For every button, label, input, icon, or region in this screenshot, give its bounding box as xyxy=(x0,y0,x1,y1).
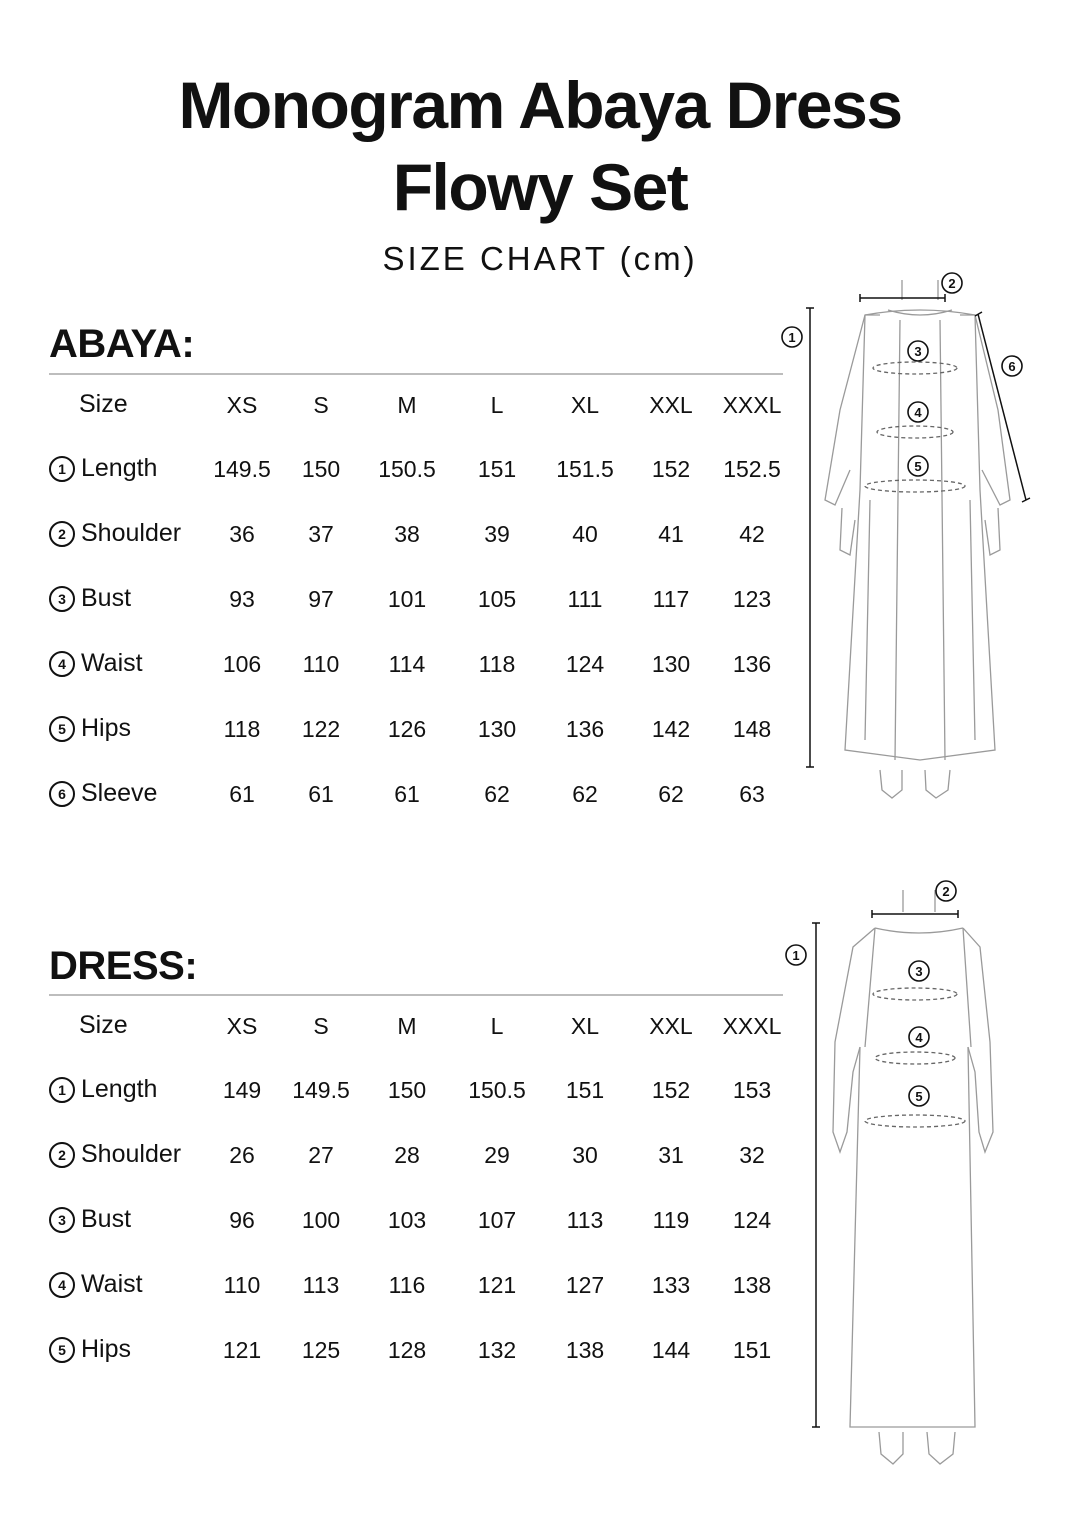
abaya-size-header-label: Size xyxy=(79,390,128,418)
dress-table-cell: 128 xyxy=(387,1337,427,1363)
abaya-table-cell: 123 xyxy=(732,586,772,612)
dress-row-label xyxy=(49,1335,131,1364)
abaya-table-cell: 105 xyxy=(477,586,517,612)
abaya-size-column-header: XS xyxy=(226,392,258,418)
abaya-table-cell: 41 xyxy=(658,521,684,547)
dress-row-label-text: Length xyxy=(81,1075,158,1103)
dress-size-column-header: XXXL xyxy=(722,1013,782,1039)
dress-table-cell: 152 xyxy=(651,1077,691,1103)
dress-marker-5: 5 xyxy=(915,1089,923,1104)
dress-table-cell: 149 xyxy=(222,1077,262,1103)
dress-table-cell: 28 xyxy=(394,1142,420,1168)
abaya-table-cell: 42 xyxy=(739,521,765,547)
page-title-line-2: Flowy Set xyxy=(392,150,688,224)
abaya-row-label-text: Sleeve xyxy=(81,779,158,807)
abaya-table-cell: 118 xyxy=(223,716,261,742)
abaya-table-cell: 126 xyxy=(387,716,427,742)
abaya-row-label-text: Length xyxy=(81,454,158,482)
abaya-table-cell: 150.5 xyxy=(378,456,436,482)
abaya-size-column-header: XXXL xyxy=(722,392,782,418)
dress-row-label xyxy=(49,1075,157,1104)
abaya-table-cell: 61 xyxy=(229,781,255,807)
abaya-table-cell: 62 xyxy=(572,781,598,807)
abaya-table-cell: 61 xyxy=(394,781,420,807)
abaya-table-cell: 40 xyxy=(572,521,598,547)
abaya-table-cell: 93 xyxy=(229,586,255,612)
abaya-table-cell: 97 xyxy=(308,586,334,612)
abaya-table-cell: 39 xyxy=(484,521,510,547)
circled-number-icon: 2 xyxy=(49,521,75,547)
dress-table-cell: 132 xyxy=(477,1337,517,1363)
dress-row-label-text: Waist xyxy=(81,1270,143,1298)
dress-marker-1: 1 xyxy=(792,948,800,963)
abaya-row-label-text: Bust xyxy=(81,584,132,612)
dress-size-header-label: Size xyxy=(79,1011,128,1039)
abaya-table-cell: 136 xyxy=(565,716,605,742)
circled-number-icon: 1 xyxy=(49,1077,75,1103)
dress-table-cell: 121 xyxy=(477,1272,517,1298)
abaya-row-label xyxy=(49,454,157,483)
circled-number-icon: 5 xyxy=(49,716,75,742)
circled-number-icon: 5 xyxy=(49,1337,75,1363)
abaya-row-label xyxy=(49,714,131,743)
abaya-table-cell: 117 xyxy=(652,586,690,612)
page-subtitle: SIZE CHART (cm) xyxy=(382,240,698,277)
dress-size-column-header: S xyxy=(313,1013,329,1039)
dress-row-label-text: Shoulder xyxy=(81,1140,182,1168)
dress-marker-2: 2 xyxy=(942,884,950,899)
abaya-table-cell: 106 xyxy=(222,651,262,677)
circled-number-icon: 1 xyxy=(49,456,75,482)
dress-table-cell: 29 xyxy=(484,1142,510,1168)
abaya-table-cell: 36 xyxy=(229,521,255,547)
dress-table-cell: 153 xyxy=(732,1077,772,1103)
abaya-table-cell: 150 xyxy=(301,456,341,482)
dress-table-cell: 138 xyxy=(565,1337,605,1363)
dress-table-cell: 116 xyxy=(388,1272,426,1298)
dress-table-cell: 113 xyxy=(302,1272,340,1298)
abaya-table-cell: 62 xyxy=(658,781,684,807)
abaya-table-cell: 63 xyxy=(739,781,765,807)
abaya-marker-4: 4 xyxy=(914,405,922,420)
dress-table-cell: 30 xyxy=(572,1142,598,1168)
abaya-marker-1: 1 xyxy=(788,330,796,345)
abaya-table-cell: 142 xyxy=(651,716,691,742)
dress-table-cell: 27 xyxy=(308,1142,334,1168)
abaya-illustration xyxy=(770,270,1050,815)
dress-row-label-text: Hips xyxy=(81,1335,132,1363)
dress-table-cell: 110 xyxy=(223,1272,261,1298)
dress-divider xyxy=(49,994,783,996)
dress-table-cell: 151 xyxy=(732,1337,772,1363)
abaya-row-label xyxy=(49,649,143,678)
dress-table-cell: 100 xyxy=(301,1207,341,1233)
dress-table-cell: 150 xyxy=(387,1077,427,1103)
abaya-row-label xyxy=(49,779,157,808)
abaya-table-cell: 61 xyxy=(308,781,334,807)
abaya-row-label-text: Hips xyxy=(81,714,132,742)
dress-row-label xyxy=(49,1270,143,1299)
abaya-table-cell: 130 xyxy=(651,651,691,677)
abaya-section-title: ABAYA: xyxy=(49,322,195,366)
abaya-table-cell: 136 xyxy=(732,651,772,677)
abaya-size-column-header: XL xyxy=(570,392,600,418)
dress-table-cell: 124 xyxy=(732,1207,772,1233)
abaya-table-cell: 62 xyxy=(484,781,510,807)
circled-number-icon: 4 xyxy=(49,1272,75,1298)
abaya-table-cell: 37 xyxy=(308,521,334,547)
dress-row-label xyxy=(49,1140,181,1169)
dress-table-cell: 144 xyxy=(651,1337,691,1363)
dress-table-cell: 150.5 xyxy=(468,1077,526,1103)
abaya-table-cell: 151 xyxy=(477,456,517,482)
dress-table-cell: 103 xyxy=(387,1207,427,1233)
abaya-row-label xyxy=(49,584,131,613)
dress-table-cell: 125 xyxy=(301,1337,341,1363)
dress-table-cell: 138 xyxy=(732,1272,772,1298)
abaya-table-cell: 130 xyxy=(477,716,517,742)
page-title-line-1: Monogram Abaya Dress xyxy=(178,68,902,142)
dress-table-cell: 149.5 xyxy=(292,1077,350,1103)
abaya-marker-2: 2 xyxy=(948,276,956,291)
dress-table-cell: 127 xyxy=(565,1272,605,1298)
circled-number-icon: 4 xyxy=(49,651,75,677)
circled-number-icon: 6 xyxy=(49,781,75,807)
dress-row-label-text: Bust xyxy=(81,1205,132,1233)
dress-table-cell: 121 xyxy=(222,1337,262,1363)
dress-row-label xyxy=(49,1205,131,1234)
abaya-table-cell: 114 xyxy=(388,651,426,677)
dress-size-column-header: XS xyxy=(226,1013,258,1039)
dress-table-cell: 119 xyxy=(652,1207,690,1233)
abaya-table-cell: 101 xyxy=(387,586,427,612)
dress-table-cell: 31 xyxy=(658,1142,684,1168)
dress-table-cell: 133 xyxy=(651,1272,691,1298)
abaya-marker-5: 5 xyxy=(914,459,922,474)
abaya-size-column-header: M xyxy=(397,392,417,418)
dress-size-column-header: L xyxy=(490,1013,504,1039)
dress-section-title: DRESS: xyxy=(49,944,198,988)
dress-table-cell: 107 xyxy=(477,1207,517,1233)
abaya-marker-6: 6 xyxy=(1008,359,1016,374)
abaya-table-cell: 152.5 xyxy=(723,456,781,482)
abaya-table-cell: 152 xyxy=(651,456,691,482)
abaya-table-cell: 151.5 xyxy=(556,456,614,482)
abaya-divider xyxy=(49,373,783,375)
dress-table-cell: 96 xyxy=(229,1207,255,1233)
abaya-row-label-text: Shoulder xyxy=(81,519,182,547)
circled-number-icon: 3 xyxy=(49,1207,75,1233)
dress-size-column-header: XXL xyxy=(649,1013,693,1039)
abaya-size-column-header: S xyxy=(313,392,329,418)
dress-size-column-header: XL xyxy=(570,1013,600,1039)
circled-number-icon: 2 xyxy=(49,1142,75,1168)
dress-illustration xyxy=(775,872,1045,1472)
dress-table-cell: 26 xyxy=(229,1142,255,1168)
abaya-table-cell: 111 xyxy=(567,586,603,612)
abaya-size-column-header: L xyxy=(490,392,504,418)
dress-marker-4: 4 xyxy=(915,1030,923,1045)
dress-marker-3: 3 xyxy=(915,964,923,979)
dress-table-cell: 32 xyxy=(739,1142,765,1168)
abaya-row-label xyxy=(49,519,181,548)
circled-number-icon: 3 xyxy=(49,586,75,612)
abaya-row-label-text: Waist xyxy=(81,649,143,677)
abaya-table-cell: 38 xyxy=(394,521,420,547)
abaya-size-column-header: XXL xyxy=(649,392,693,418)
abaya-table-cell: 149.5 xyxy=(213,456,271,482)
abaya-table-cell: 118 xyxy=(478,651,516,677)
abaya-table-cell: 124 xyxy=(565,651,605,677)
abaya-table-cell: 110 xyxy=(302,651,340,677)
dress-table-cell: 113 xyxy=(566,1207,604,1233)
dress-size-column-header: M xyxy=(397,1013,417,1039)
abaya-table-cell: 122 xyxy=(301,716,341,742)
abaya-table-cell: 148 xyxy=(732,716,772,742)
abaya-marker-3: 3 xyxy=(914,344,922,359)
dress-table-cell: 151 xyxy=(565,1077,605,1103)
